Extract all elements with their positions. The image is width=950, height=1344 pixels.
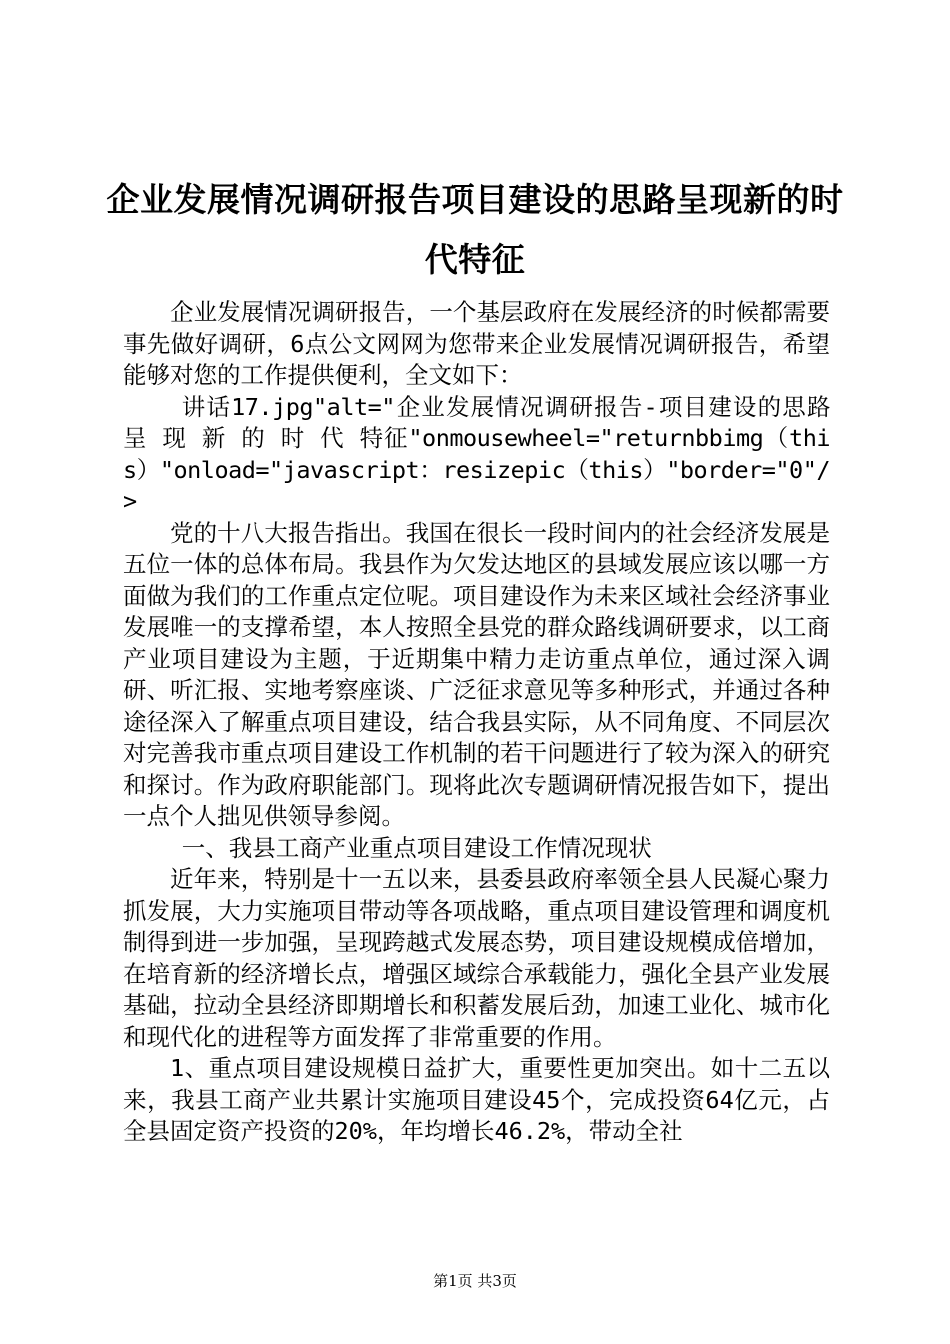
section-heading: 一、我县工商产业重点项目建设工作情况现状 (181, 833, 652, 862)
document-body (123, 297, 830, 1148)
document-title: 企业发展情况调研报告项目建设的思路呈现新的时代特征 (106, 180, 844, 279)
page-number: 第1页 共3页 (433, 1272, 517, 1290)
paragraph-current-status: 近年来，特别是十一五以来，县委县政府率领全县人民凝心聚力抓发展，大力实施项目带动等各项战略，重点项目建设管理和调度机制得到进一步加强，呈现跨越式发展态势，项目建设规模成倍增加，在培育新的经济增长点，增强区域综合承载能力，强化全县产业发展基础，拉动全县经济即期增长和积蓄发展后劲，加速工业化、城市化和现代化的进程等方面发挥了非常重要的作用。 (123, 865, 830, 1051)
paragraph-background: 党的十八大报告指出。我国在很长一段时间内的社会经济发展是五位一体的总体布局。我县作为欠发达地区的县域发展应该以哪一方面做为我们的工作重点定位呢。项目建设作为未来区域社会经济事业发展唯一的支撑希望，本人按照全县党的群众路线调研要求，以工商产业项目建设为主题，于近期集中精力走访重点单位，通过深入调研、听汇报、实地考察座谈、广泛征求意见等多种形式，并通过各种途径深入了解重点项目建设，结合我县实际，从不同角度、不同层次对完善我市重点项目建设工作机制的若干问题进行了较为深入的研究和探讨。作为政府职能部门。现将此次专题调研情况报告如下，提出一点个人拙见供领导参阅。 (123, 518, 830, 830)
paragraph-point-1: 1、重点项目建设规模日益扩大，重要性更加突出。如十二五以来，我县工商产业共累计实施项目建设45个，完成投资64亿元，占全县固定资产投资的20%，年均增长46.2%，带动全社 (123, 1054, 830, 1145)
paragraph-image-markup: 讲话17.jpg"alt="企业发展情况调研报告-项目建设的思路 呈 现 新 的 时 代 特征"onmousewheel="returnbbimg（this）"onload="javascript：resizepic（this）"border="0"/> (123, 392, 830, 515)
paragraph-intro: 企业发展情况调研报告，一个基层政府在发展经济的时候都需要事先做好调研，6点公文网网为您带来企业发展情况调研报告，希望能够对您的工作提供便利，全文如下： (123, 298, 830, 389)
